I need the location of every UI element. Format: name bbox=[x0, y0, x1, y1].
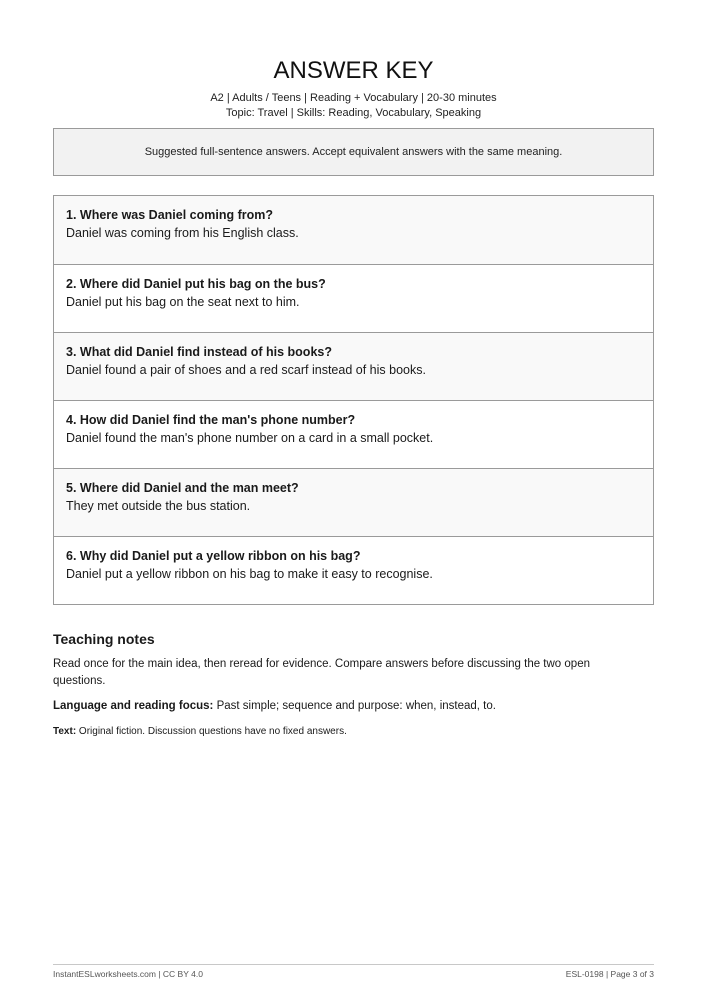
topic-meta: Topic: Travel | Skills: Reading, Vocabulary, Speaking bbox=[225, 107, 482, 119]
footer-page-number: ESL-0198 | Page 3 of 3 bbox=[565, 969, 654, 979]
footer-source: InstantESLworksheets.com | CC BY 4.0 bbox=[53, 969, 203, 979]
answer-item-5 bbox=[54, 468, 653, 536]
answer-text: Daniel put a yellow ribbon on his bag to make it easy to recognise. bbox=[66, 567, 433, 581]
teaching-notes-heading: Teaching notes bbox=[53, 631, 155, 647]
instruction-note bbox=[53, 128, 654, 176]
question-text: 5. Where did Daniel and the man meet? bbox=[66, 481, 299, 495]
answer-item-6 bbox=[54, 536, 653, 604]
question-text: 1. Where was Daniel coming from? bbox=[66, 208, 273, 222]
footer-divider bbox=[53, 964, 654, 965]
question-text: 4. How did Daniel find the man's phone number? bbox=[66, 413, 356, 427]
text-source-value: Original fiction. Discussion questions have no fixed answers. bbox=[76, 726, 347, 737]
question-text: 3. What did Daniel find instead of his books? bbox=[66, 345, 332, 359]
instruction-note-text: Suggested full-sentence answers. Accept equivalent answers with the same meaning. bbox=[144, 146, 563, 158]
answer-text: They met outside the bus station. bbox=[66, 499, 251, 513]
language-focus-label: Language and reading focus: bbox=[53, 700, 214, 712]
answer-item-2 bbox=[54, 264, 653, 332]
answer-text: Daniel put his bag on the seat next to him. bbox=[66, 295, 300, 309]
text-source-note bbox=[53, 725, 643, 738]
answer-item-3 bbox=[54, 332, 653, 400]
language-focus bbox=[53, 699, 643, 714]
text-source-label: Text: bbox=[53, 726, 77, 737]
answer-text: Daniel found the man's phone number on a card in a small pocket. bbox=[66, 431, 434, 445]
answer-text: Daniel found a pair of shoes and a red scarf instead of his books. bbox=[66, 363, 426, 377]
answer-item-4 bbox=[54, 400, 653, 468]
question-text: 6. Why did Daniel put a yellow ribbon on his bag? bbox=[66, 549, 361, 563]
answer-text: Daniel was coming from his English class. bbox=[66, 226, 299, 240]
answer-list bbox=[53, 195, 654, 605]
question-text: 2. Where did Daniel put his bag on the bus? bbox=[66, 277, 326, 291]
level-meta: A2 | Adults / Teens | Reading + Vocabulary | 20-30 minutes bbox=[210, 92, 497, 104]
worksheet-page bbox=[53, 0, 654, 1000]
teaching-notes-paragraph: Read once for the main idea, then reread for evidence. Compare answers before discussing the two open questions. bbox=[53, 658, 590, 687]
language-focus-value: Past simple; sequence and purpose: when, instead, to. bbox=[213, 700, 496, 712]
page-title: ANSWER KEY bbox=[273, 57, 434, 84]
answer-item-1 bbox=[54, 196, 653, 264]
